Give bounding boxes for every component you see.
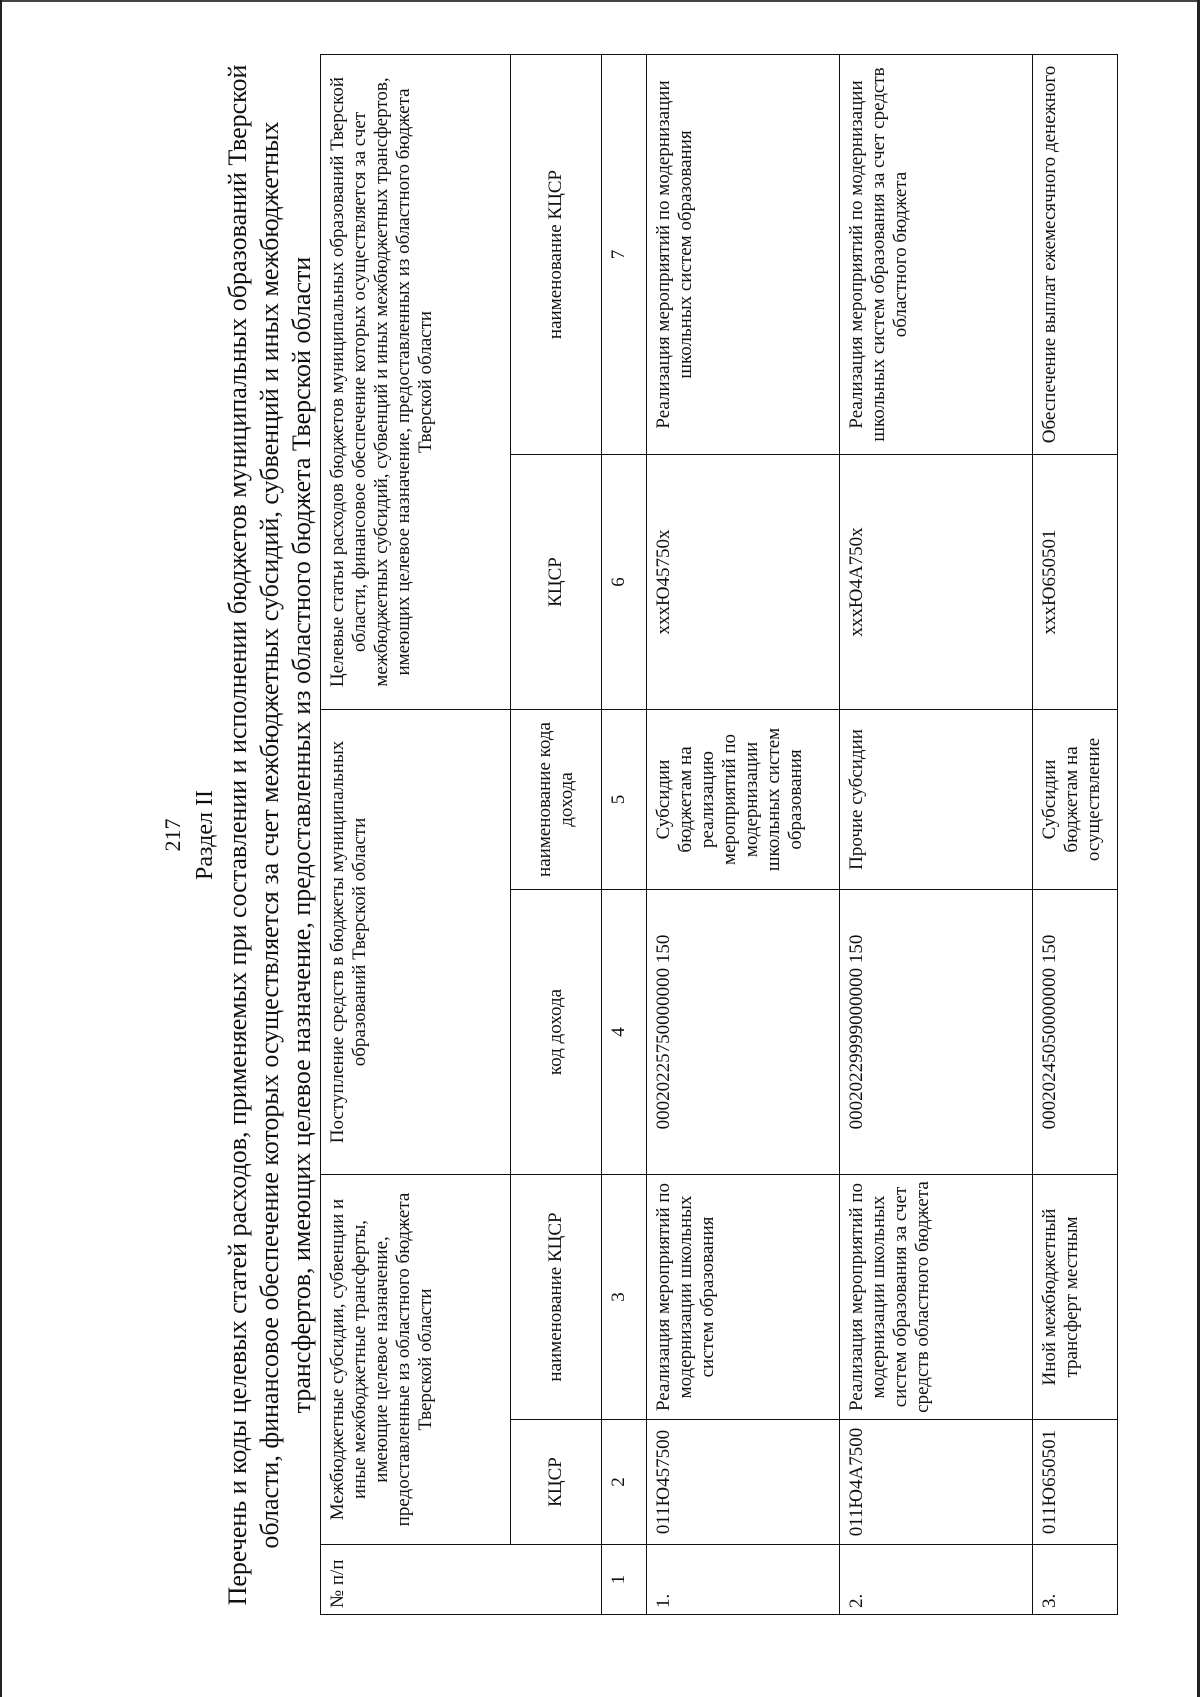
mun-kcsr-cell: xxxЮ45750x [647,454,840,709]
table-subheader-row [511,54,602,1614]
column-number: 1 [602,1545,647,1615]
kcsr-cell: 011Ю650501 [1033,1420,1118,1545]
income-code-cell: 00020245050000000 150 [1033,889,1118,1174]
column-number: 2 [602,1420,647,1545]
row-number: 3. [1033,1545,1118,1615]
kcsr-name-cell: Иной межбюджетный трансферт местным [1033,1174,1118,1419]
section-title: Раздел II [192,790,218,880]
header-mun-kcsr-name: наименование КЦСР [511,54,602,454]
column-number-row [602,54,647,1614]
income-code-cell: 00020229999000000 150 [840,889,1033,1174]
header-income-receipts: Поступление средств в бюджеты муниципальных образований Тверской области [321,709,511,1174]
income-name-cell: Субсидии бюджетам на реализацию мероприятий по модернизации школьных систем образования [647,709,840,889]
mun-kcsr-name-cell: Реализация мероприятий по модернизации школьных систем образования за счет средств областного бюджета [840,54,1033,454]
header-income-code: код дохода [511,889,602,1174]
income-code-cell: 00020225750000000 150 [647,889,840,1174]
mun-kcsr-cell: xxxЮ650501 [1033,454,1118,709]
kcsr-name-cell: Реализация мероприятий по модернизации школьных систем образования за счет средств областного бюджета [840,1174,1033,1419]
header-mun-kcsr: КЦСР [511,454,602,709]
mun-kcsr-cell: xxxЮ4А750x [840,454,1033,709]
income-name-cell: Прочие субсидии [840,709,1033,889]
column-number: 7 [602,54,647,454]
kcsr-cell: 011Ю4А7500 [840,1420,1033,1545]
row-number: 1. [647,1545,840,1615]
column-number: 6 [602,454,647,709]
income-name-cell: Субсидии бюджетам на осуществление [1033,709,1118,889]
mun-kcsr-name-cell: Реализация мероприятий по модернизации школьных систем образования [647,54,840,454]
column-number: 4 [602,889,647,1174]
header-number: № п/п [321,1545,602,1615]
page-left-edge [0,0,2,1697]
page-top-edge [0,0,1200,2]
rotated-document-sheet [150,30,1110,1640]
kcsr-cell: 011Ю457500 [647,1420,840,1545]
row-number: 2. [840,1545,1033,1615]
header-kcsr-name: наименование КЦСР [511,1174,602,1419]
header-municipal-expense-items: Целевые статьи расходов бюджетов муниципальных образований Тверской области, финансовое обеспечение которых осуществляется за счет межбюджетных субсидий, субвенций и иных межбюджетных трансфертов, имеющих целевое назначение, предоставленных из областного бюджета Тверской области [321,54,511,709]
table-row [1033,54,1118,1614]
table-row [647,54,840,1614]
mun-kcsr-name-cell: Обеспечение выплат ежемесячного денежного [1033,54,1118,454]
column-number: 3 [602,1174,647,1419]
document-heading: Перечень и коды целевых статей расходов, применяемых при составлении и исполнении бюджетов муниципальных образований Тверской области, финансовое обеспечение которых осуществляется за счет межбюджетных субсидий, субвенций и иных межбюджетных трансфертов, имеющих целевое назначение, предоставленных из областного бюджета Тверской области [223,64,316,1606]
page-number: 217 [160,818,185,852]
column-number: 5 [602,709,647,889]
header-income-code-name: наименование кода дохода [511,709,602,889]
table-row [840,54,1033,1614]
kcsr-name-cell: Реализация мероприятий по модернизации школьных систем образования [647,1174,840,1419]
header-interbudget-transfers: Межбюджетные субсидии, субвенции и иные межбюджетные трансферты, имеющие целевое назначение, предоставленные из областного бюджета Тверской области [321,1174,511,1544]
codes-table [320,54,1118,1615]
table-header-row [321,54,511,1614]
header-kcsr: КЦСР [511,1420,602,1545]
